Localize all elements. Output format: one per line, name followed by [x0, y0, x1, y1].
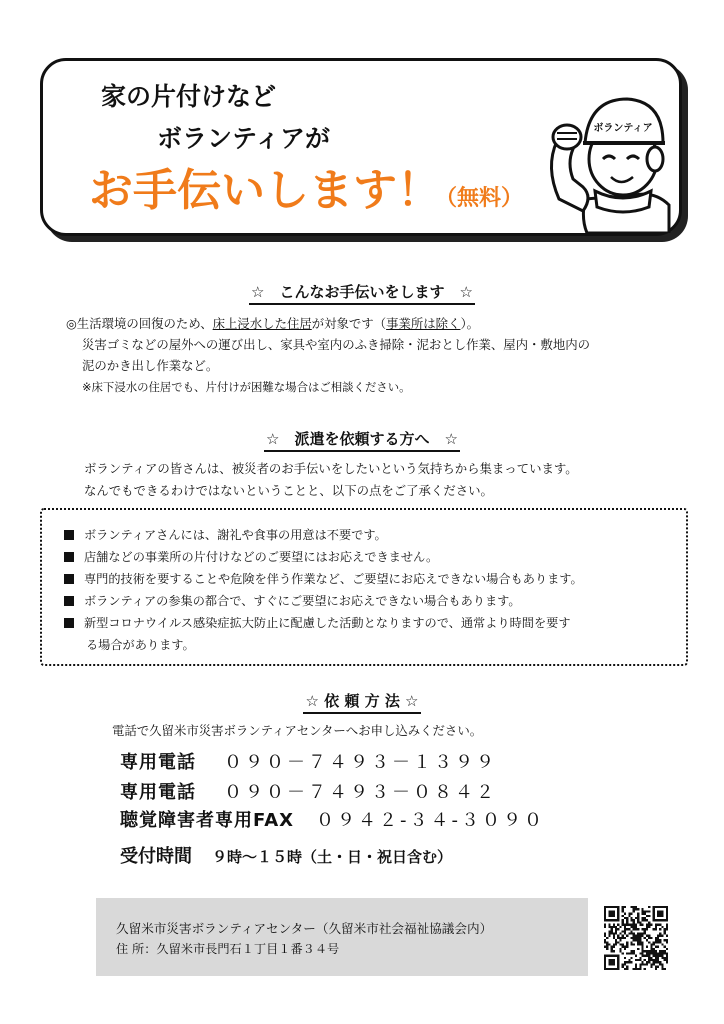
phone-number-2[interactable]: ０９０－７４９３－０８４２ — [224, 782, 497, 803]
title-box — [40, 58, 682, 236]
notice-item-continuation: る場合があります。 — [86, 638, 195, 652]
phone-number-1[interactable]: ０９０－７４９３－１３９９ — [224, 752, 497, 773]
request-intro: 電話で久留米市災害ボランティアセンターへお申し込みください。 — [112, 723, 483, 738]
requesters-paragraph-line-1: ボランティアの皆さんは、被災者のお手伝いをしたいという気持ちから集まっています。 — [84, 461, 578, 476]
notice-box — [40, 508, 688, 666]
phone-line-2: 専用電話 ０９０－７４９３－０８４２ — [120, 782, 497, 803]
fax-number[interactable]: ０９４２-３４-３０９０ — [316, 810, 546, 831]
bullet-square-icon — [64, 552, 74, 562]
section-title-requesters: ☆ 派遣を依頼する方へ ☆ — [0, 428, 724, 449]
section-title-how-to-request: ☆ 依 頼 方 法 ☆ — [0, 690, 724, 711]
headline-free: （無料） — [435, 186, 524, 211]
footer-contact-box — [96, 898, 588, 976]
services-paragraph-line-3: 泥のかき出し作業など。 — [82, 358, 219, 373]
bullet-square-icon — [64, 596, 74, 606]
notice-item: 専門的技術を要することや危険を伴う作業など、ご要望にお応えできない場合もあります。 — [64, 570, 583, 588]
requesters-paragraph-line-2: なんでもできるわけではないということと、以下の点をご了承ください。 — [84, 483, 493, 498]
headline-line-1: 家の片付けなど — [101, 82, 277, 111]
services-note: ※床下浸水の住居でも、片付けが困難な場合はご相談ください。 — [82, 380, 411, 394]
notice-item: ボランティアの参集の都合で、すぐにご要望にお応えできない場合もあります。 — [64, 592, 521, 610]
notice-item: ボランティアさんには、謝礼や食事の用意は不要です。 — [64, 526, 387, 544]
bullet-square-icon — [64, 618, 74, 628]
notice-item: 新型コロナウイルス感染症拡大防止に配慮した活動となりますので、通常より時間を要す — [64, 614, 571, 632]
headline-main: お手伝いします！ — [89, 165, 441, 216]
qr-code-icon[interactable] — [604, 906, 668, 970]
bullet-square-icon — [64, 574, 74, 584]
headline-line-2: ボランティアが — [157, 124, 331, 153]
services-paragraph-line-2: 災害ゴミなどの屋外への運び出し、家具や室内のふき掃除・泥おとし作業、屋内・敷地内の — [82, 337, 591, 352]
footer-organization: 久留米市災害ボランティアセンター（久留米市社会福祉協議会内） — [116, 921, 493, 936]
volunteer-mascot-illustration — [523, 87, 673, 233]
phone-line-1: 専用電話 ０９０－７４９３－１３９９ — [120, 752, 497, 773]
svg-text:ボランティア: ボランティア — [593, 123, 653, 134]
reception-hours: 受付時間 ９時～１５時（土・日・祝日含む） — [120, 846, 453, 867]
section-title-services: ☆ こんなお手伝いをします ☆ — [0, 281, 724, 302]
notice-item: 店舗などの事業所の片付けなどのご要望にはお応えできません。 — [64, 548, 438, 566]
bullet-square-icon — [64, 530, 74, 540]
fax-line: 聴覚障害者専用FAX ０９４２-３４-３０９０ — [120, 810, 546, 831]
services-paragraph-line-1: ◎生活環境の回復のため、床上浸水した住居が対象です（事業所は除く）。 — [66, 316, 480, 331]
footer-address: 住 所：久留米市長門石１丁目１番３４号 — [116, 942, 340, 956]
